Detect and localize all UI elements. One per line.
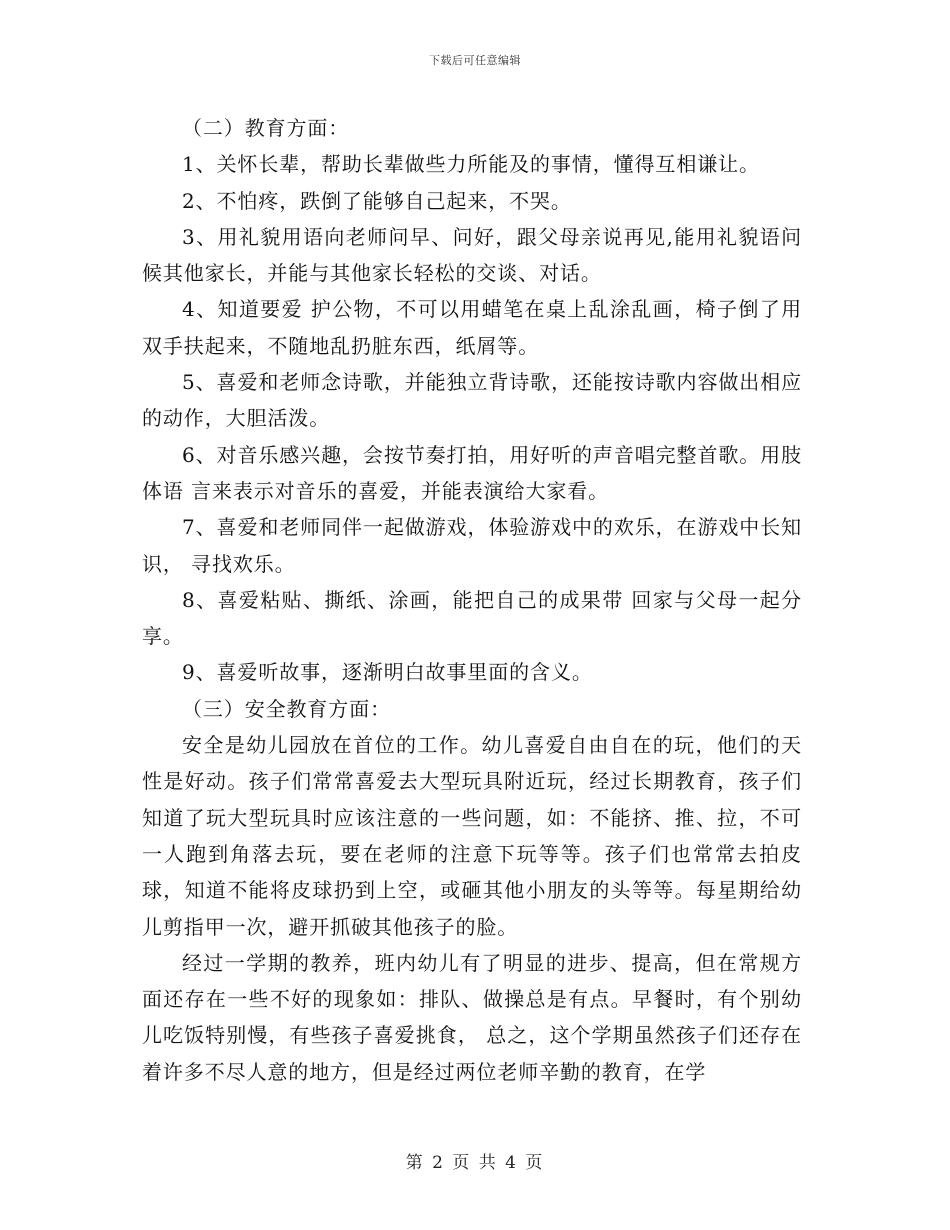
section-heading-safety: （三）安全教育方面： xyxy=(182,696,391,721)
page-number: 第 2 页 共 4 页 xyxy=(405,1153,545,1173)
paragraph-item-9: 9、喜爱听故事，逐渐明白故事里面的含义。 xyxy=(182,660,593,685)
paragraph-item-5: 5、喜爱和老师念诗歌，并能独立背诗歌，还能按诗歌内容做出相应的动作，大胆活泼。 xyxy=(142,370,802,431)
paragraph-summary: 经过一学期的教养，班内幼儿有了明显的进步、提高，但在常规方面还存在一些不好的现象如：排队、做操总是有点。早餐时，有个别幼儿吃饭特别慢，有些孩子喜爱挑食， 总之，这个学期虽然孩子们还存在着许多不尽人意的地方，但是经过两位老师辛勤的教育，在学 xyxy=(142,950,802,1084)
paragraph-safety: 安全是幼儿园放在首位的工作。幼儿喜爱自由自在的玩，他们的天性是好动。孩子们常常喜爱去大型玩具附近玩，经过长期教育，孩子们知道了玩大型玩具时应该注意的一些问题，如：不能挤、推、拉，不可一人跑到角落去玩，要在老师的注意下玩等等。孩子们也常常去拍皮球，知道不能将皮球扔到上空，或砸其他小朋友的头等等。每星期给幼儿剪指甲一次，避开抓破其他孩子的脸。 xyxy=(142,733,802,939)
paragraph-item-8: 8、喜爱粘贴、撕纸、涂画，能把自己的成果带 回家与父母一起分享。 xyxy=(142,587,802,649)
paragraph-item-3: 3、用礼貌用语向老师问早、问好，跟父母亲说再见,能用礼貌语问候其他家长，并能与其他家长轻松的交谈、对话。 xyxy=(142,224,802,286)
paragraph-item-7: 7、喜爱和老师同伴一起做游戏，体验游戏中的欢乐，在游戏中长知识， 寻找欢乐。 xyxy=(142,515,802,576)
section-heading-education: （二）教育方面： xyxy=(182,116,350,140)
document-body xyxy=(142,110,802,1090)
paragraph-item-6: 6、对音乐感兴趣，会按节奏打拍，用好听的声音唱完整首歌。用肢体语 言来表示对音乐的喜爱，并能表演给大家看。 xyxy=(142,442,802,503)
page-header: 下载后可任意编辑 xyxy=(429,54,521,67)
paragraph-item-2: 2、不怕疼，跌倒了能够自己起来，不哭。 xyxy=(182,188,572,213)
paragraph-item-4: 4、知道要爱 护公物，不可以用蜡笔在桌上乱涂乱画，椅子倒了用双手扶起来，不随地乱扔脏东西，纸屑等。 xyxy=(142,297,802,358)
paragraph-item-1: 1、关怀长辈，帮助长辈做些力所能及的事情，懂得互相谦让。 xyxy=(182,152,760,177)
